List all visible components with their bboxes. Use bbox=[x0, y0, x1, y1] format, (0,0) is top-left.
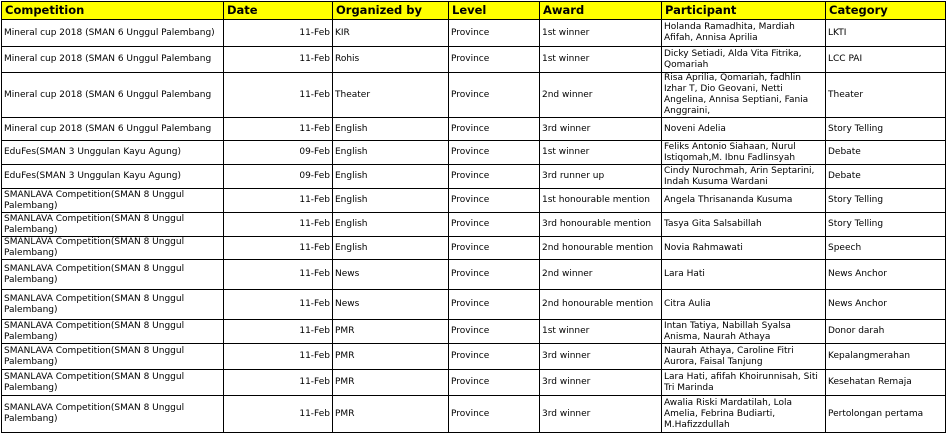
header-competition[interactable]: Competition bbox=[2, 2, 224, 20]
cell-participant[interactable]: Angela Thrisananda Kusuma bbox=[662, 189, 826, 213]
table-row bbox=[2, 189, 946, 213]
table-row bbox=[2, 47, 946, 73]
cell-participant[interactable]: Noveni Adelia bbox=[662, 118, 826, 141]
table-row bbox=[2, 344, 946, 370]
cell-organized-by[interactable]: English bbox=[333, 118, 449, 141]
cell-award[interactable]: 2nd honourable mention bbox=[540, 237, 662, 260]
cell-organized-by[interactable]: News bbox=[333, 260, 449, 290]
table-row bbox=[2, 237, 946, 260]
cell-competition[interactable]: SMANLAVA Competition(SMAN 8 Unggul Palembang) bbox=[2, 189, 224, 213]
header-date[interactable]: Date bbox=[224, 2, 333, 20]
cell-competition[interactable]: SMANLAVA Competition(SMAN 8 Unggul Palembang) bbox=[2, 290, 224, 320]
cell-category[interactable]: LKTI bbox=[826, 20, 946, 47]
cell-level[interactable]: Province bbox=[449, 290, 540, 320]
cell-participant[interactable]: Intan Tatiya, Nabillah Syalsa Anisma, Naurah Athaya bbox=[662, 320, 826, 344]
cell-date[interactable]: 11-Feb bbox=[224, 47, 333, 73]
cell-award[interactable]: 3rd winner bbox=[540, 396, 662, 433]
cell-award[interactable]: 1st winner bbox=[540, 47, 662, 73]
cell-date[interactable]: 11-Feb bbox=[224, 344, 333, 370]
cell-award[interactable]: 1st honourable mention bbox=[540, 189, 662, 213]
header-participant[interactable]: Participant bbox=[662, 2, 826, 20]
header-organized-by[interactable]: Organized by bbox=[333, 2, 449, 20]
cell-participant[interactable]: Holanda Ramadhita, Mardiah Afifah, Annisa Aprilia bbox=[662, 20, 826, 47]
cell-date[interactable]: 11-Feb bbox=[224, 370, 333, 396]
cell-award[interactable]: 1st winner bbox=[540, 20, 662, 47]
achievements-table bbox=[1, 1, 946, 433]
cell-date[interactable]: 11-Feb bbox=[224, 189, 333, 213]
cell-participant[interactable]: Novia Rahmawati bbox=[662, 237, 826, 260]
cell-participant[interactable]: Dicky Setiadi, Alda Vita Fitrika, Qomariah bbox=[662, 47, 826, 73]
cell-competition[interactable]: Mineral cup 2018 (SMAN 6 Unggul Palembang bbox=[2, 47, 224, 73]
cell-award[interactable]: 3rd honourable mention bbox=[540, 213, 662, 237]
cell-award[interactable]: 2nd winner bbox=[540, 73, 662, 118]
cell-date[interactable]: 09-Feb bbox=[224, 165, 333, 189]
cell-date[interactable]: 11-Feb bbox=[224, 73, 333, 118]
table-row bbox=[2, 290, 946, 320]
cell-date[interactable]: 11-Feb bbox=[224, 237, 333, 260]
cell-level[interactable]: Province bbox=[449, 118, 540, 141]
cell-organized-by[interactable]: PMR bbox=[333, 320, 449, 344]
header-row bbox=[2, 2, 946, 20]
cell-organized-by[interactable]: English bbox=[333, 189, 449, 213]
cell-category[interactable]: LCC PAI bbox=[826, 47, 946, 73]
cell-date[interactable]: 11-Feb bbox=[224, 213, 333, 237]
table-row bbox=[2, 370, 946, 396]
cell-participant[interactable]: Naurah Athaya, Caroline Fitri Aurora, Faisal Tanjung bbox=[662, 344, 826, 370]
cell-organized-by[interactable]: English bbox=[333, 141, 449, 165]
cell-level[interactable]: Province bbox=[449, 237, 540, 260]
header-category[interactable]: Category bbox=[826, 2, 946, 20]
cell-level[interactable]: Province bbox=[449, 20, 540, 47]
cell-award[interactable]: 3rd winner bbox=[540, 118, 662, 141]
cell-level[interactable]: Province bbox=[449, 73, 540, 118]
cell-level[interactable]: Province bbox=[449, 320, 540, 344]
cell-award[interactable]: 3rd winner bbox=[540, 344, 662, 370]
cell-competition[interactable]: SMANLAVA Competition(SMAN 8 Unggul Palembang) bbox=[2, 213, 224, 237]
cell-category[interactable]: Debate bbox=[826, 141, 946, 165]
cell-level[interactable]: Province bbox=[449, 47, 540, 73]
cell-organized-by[interactable]: KIR bbox=[333, 20, 449, 47]
cell-competition[interactable]: Mineral cup 2018 (SMAN 6 Unggul Palembang) bbox=[2, 20, 224, 47]
cell-organized-by[interactable]: PMR bbox=[333, 370, 449, 396]
cell-date[interactable]: 11-Feb bbox=[224, 290, 333, 320]
cell-date[interactable]: 11-Feb bbox=[224, 20, 333, 47]
header-level[interactable]: Level bbox=[449, 2, 540, 20]
cell-level[interactable]: Province bbox=[449, 141, 540, 165]
cell-organized-by[interactable]: Theater bbox=[333, 73, 449, 118]
table-row bbox=[2, 213, 946, 237]
cell-date[interactable]: 11-Feb bbox=[224, 260, 333, 290]
cell-participant[interactable]: Awalia Riski Mardatilah, Lola Amelia, Febrina Budiarti, M.Hafizzdullah bbox=[662, 396, 826, 433]
cell-competition[interactable]: EduFes(SMAN 3 Unggulan Kayu Agung) bbox=[2, 141, 224, 165]
cell-organized-by[interactable]: English bbox=[333, 213, 449, 237]
cell-participant[interactable]: Lara Hati, afifah Khoirunnisah, Siti Tri Marinda bbox=[662, 370, 826, 396]
cell-category[interactable]: Speech bbox=[826, 237, 946, 260]
cell-category[interactable]: News Anchor bbox=[826, 290, 946, 320]
cell-category[interactable]: Story Telling bbox=[826, 118, 946, 141]
cell-participant[interactable]: Cindy Nurochmah, Arin Septarini, Indah Kusuma Wardani bbox=[662, 165, 826, 189]
table-row bbox=[2, 396, 946, 433]
cell-category[interactable]: Kepalangmerahan bbox=[826, 344, 946, 370]
cell-level[interactable]: Province bbox=[449, 396, 540, 433]
cell-organized-by[interactable]: English bbox=[333, 237, 449, 260]
cell-competition[interactable]: SMANLAVA Competition(SMAN 8 Unggul Palembang) bbox=[2, 320, 224, 344]
cell-award[interactable]: 3rd winner bbox=[540, 370, 662, 396]
cell-category[interactable]: Theater bbox=[826, 73, 946, 118]
cell-category[interactable]: Kesehatan Remaja bbox=[826, 370, 946, 396]
table-row bbox=[2, 260, 946, 290]
cell-category[interactable]: Story Telling bbox=[826, 189, 946, 213]
cell-category[interactable]: News Anchor bbox=[826, 260, 946, 290]
cell-award[interactable]: 1st winner bbox=[540, 141, 662, 165]
header-award[interactable]: Award bbox=[540, 2, 662, 20]
cell-award[interactable]: 1st winner bbox=[540, 320, 662, 344]
cell-award[interactable]: 2nd winner bbox=[540, 260, 662, 290]
cell-category[interactable]: Donor darah bbox=[826, 320, 946, 344]
table-body bbox=[2, 20, 946, 433]
cell-category[interactable]: Story Telling bbox=[826, 213, 946, 237]
cell-level[interactable]: Province bbox=[449, 189, 540, 213]
cell-level[interactable]: Province bbox=[449, 165, 540, 189]
cell-competition[interactable]: SMANLAVA Competition(SMAN 8 Unggul Palembang) bbox=[2, 260, 224, 290]
cell-competition[interactable]: Mineral cup 2018 (SMAN 6 Unggul Palembang bbox=[2, 118, 224, 141]
cell-competition[interactable]: Mineral cup 2018 (SMAN 6 Unggul Palembang bbox=[2, 73, 224, 118]
table-row bbox=[2, 118, 946, 141]
cell-award[interactable]: 3rd runner up bbox=[540, 165, 662, 189]
cell-competition[interactable]: SMANLAVA Competition(SMAN 8 Unggul Palembang) bbox=[2, 344, 224, 370]
cell-date[interactable]: 11-Feb bbox=[224, 396, 333, 433]
cell-category[interactable]: Pertolongan pertama bbox=[826, 396, 946, 433]
cell-organized-by[interactable]: English bbox=[333, 165, 449, 189]
cell-organized-by[interactable]: PMR bbox=[333, 396, 449, 433]
cell-date[interactable]: 11-Feb bbox=[224, 118, 333, 141]
cell-level[interactable]: Province bbox=[449, 260, 540, 290]
cell-organized-by[interactable]: PMR bbox=[333, 344, 449, 370]
cell-competition[interactable]: SMANLAVA Competition(SMAN 8 Unggul Palembang) bbox=[2, 370, 224, 396]
cell-participant[interactable]: Feliks Antonio Siahaan, Nurul Istiqomah,M. Ibnu Fadlinsyah bbox=[662, 141, 826, 165]
table-row bbox=[2, 141, 946, 165]
table-row bbox=[2, 165, 946, 189]
table-row bbox=[2, 320, 946, 344]
cell-category[interactable]: Debate bbox=[826, 165, 946, 189]
table-row bbox=[2, 73, 946, 118]
cell-level[interactable]: Province bbox=[449, 344, 540, 370]
cell-level[interactable]: Province bbox=[449, 213, 540, 237]
cell-competition[interactable]: SMANLAVA Competition(SMAN 8 Unggul Palembang) bbox=[2, 237, 224, 260]
cell-date[interactable]: 09-Feb bbox=[224, 141, 333, 165]
cell-competition[interactable]: SMANLAVA Competition(SMAN 8 Unggul Palembang) bbox=[2, 396, 224, 433]
cell-level[interactable]: Province bbox=[449, 370, 540, 396]
cell-date[interactable]: 11-Feb bbox=[224, 320, 333, 344]
cell-participant[interactable]: Tasya Gita Salsabillah bbox=[662, 213, 826, 237]
table-row bbox=[2, 20, 946, 47]
cell-participant[interactable]: Citra Aulia bbox=[662, 290, 826, 320]
cell-participant[interactable]: Risa Aprilia, Qomariah, fadhlin Izhar T, Dio Geovani, Netti Angelina, Annisa Septiani, Fania Anggraini, bbox=[662, 73, 826, 118]
cell-organized-by[interactable]: Rohis bbox=[333, 47, 449, 73]
cell-participant[interactable]: Lara Hati bbox=[662, 260, 826, 290]
cell-organized-by[interactable]: News bbox=[333, 290, 449, 320]
cell-competition[interactable]: EduFes(SMAN 3 Unggulan Kayu Agung) bbox=[2, 165, 224, 189]
cell-award[interactable]: 2nd honourable mention bbox=[540, 290, 662, 320]
